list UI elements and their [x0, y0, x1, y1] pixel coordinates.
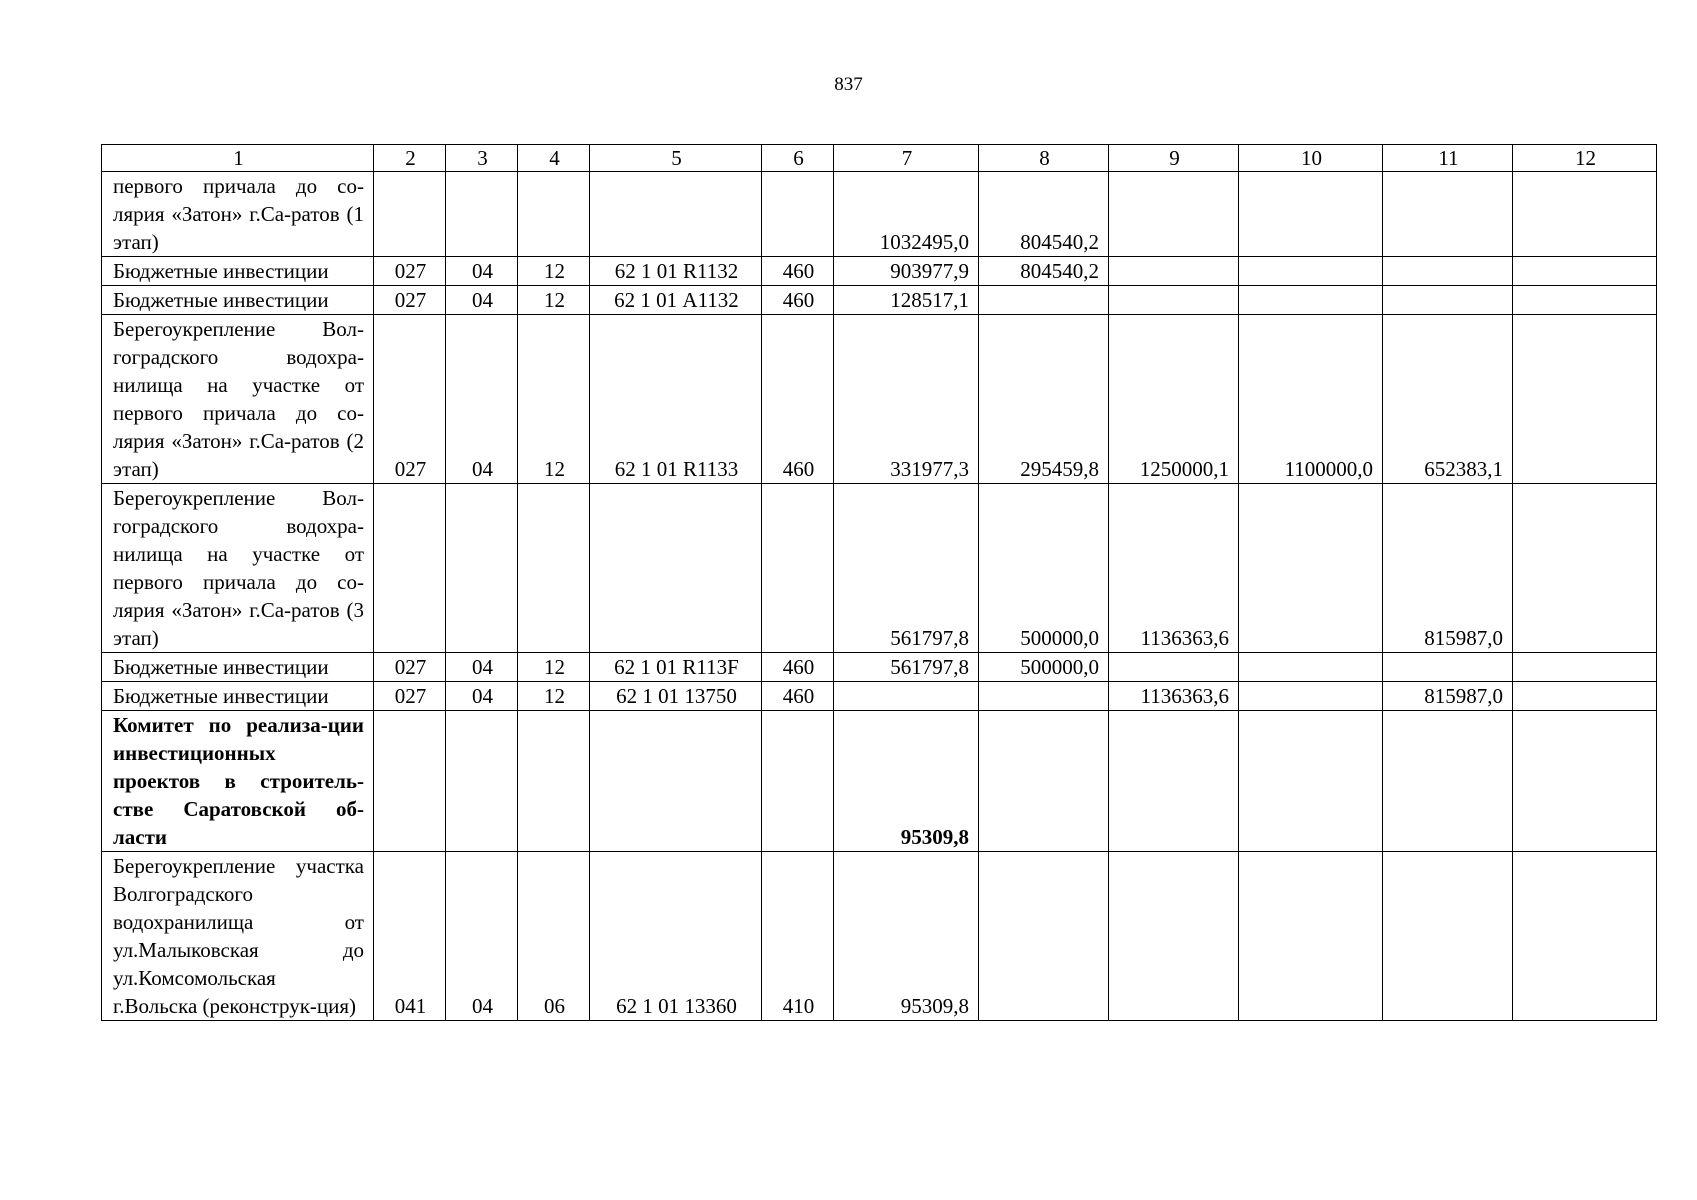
cell-col-12 — [1513, 653, 1657, 682]
cell-col-2: 027 — [374, 653, 446, 682]
cell-col-4 — [518, 711, 590, 852]
cell-col-10 — [1239, 172, 1383, 257]
cell-col-4: 12 — [518, 653, 590, 682]
cell-col-9 — [1109, 257, 1239, 286]
cell-col-5: 62 1 01 R1132 — [590, 257, 762, 286]
cell-col-5 — [590, 484, 762, 653]
column-header: 5 — [590, 145, 762, 172]
cell-col-3 — [446, 172, 518, 257]
cell-col-8 — [979, 286, 1109, 315]
cell-col-3: 04 — [446, 852, 518, 1021]
cell-col-9 — [1109, 653, 1239, 682]
cell-col-10: 1100000,0 — [1239, 315, 1383, 484]
cell-col-3: 04 — [446, 315, 518, 484]
cell-col-6: 460 — [762, 257, 834, 286]
cell-col-5: 62 1 01 А1132 — [590, 286, 762, 315]
cell-col-6: 410 — [762, 852, 834, 1021]
cell-col-11 — [1383, 286, 1513, 315]
cell-col-4 — [518, 172, 590, 257]
cell-col-5: 62 1 01 13750 — [590, 682, 762, 711]
cell-col-9 — [1109, 852, 1239, 1021]
cell-col-11 — [1383, 711, 1513, 852]
cell-col-4: 06 — [518, 852, 590, 1021]
table-row — [102, 172, 1657, 257]
table-row — [102, 257, 1657, 286]
column-header: 6 — [762, 145, 834, 172]
cell-col-9 — [1109, 286, 1239, 315]
cell-col-8 — [979, 852, 1109, 1021]
cell-col-12 — [1513, 315, 1657, 484]
cell-col-7: 95309,8 — [834, 711, 979, 852]
cell-col-11 — [1383, 257, 1513, 286]
cell-col-2: 041 — [374, 852, 446, 1021]
column-header: 3 — [446, 145, 518, 172]
page-number: 837 — [834, 74, 863, 95]
cell-col-10 — [1239, 852, 1383, 1021]
cell-col-5 — [590, 711, 762, 852]
row-name-cell: Бюджетные инвестиции — [102, 286, 374, 315]
cell-col-7: 331977,3 — [834, 315, 979, 484]
row-name-cell: первого причала до со-лярия «Затон» г.Са-ратов (1 этап) — [102, 172, 374, 257]
cell-col-10 — [1239, 286, 1383, 315]
cell-col-8: 804540,2 — [979, 172, 1109, 257]
table-row — [102, 682, 1657, 711]
cell-col-7: 903977,9 — [834, 257, 979, 286]
cell-col-5 — [590, 172, 762, 257]
cell-col-12 — [1513, 172, 1657, 257]
cell-col-4 — [518, 484, 590, 653]
table-row — [102, 286, 1657, 315]
cell-col-4: 12 — [518, 682, 590, 711]
cell-col-6 — [762, 172, 834, 257]
table-row — [102, 315, 1657, 484]
cell-col-12 — [1513, 484, 1657, 653]
cell-col-6: 460 — [762, 315, 834, 484]
column-header: 8 — [979, 145, 1109, 172]
column-header: 2 — [374, 145, 446, 172]
cell-col-6 — [762, 484, 834, 653]
cell-col-9: 1136363,6 — [1109, 682, 1239, 711]
cell-col-11: 815987,0 — [1383, 484, 1513, 653]
row-name-cell: Берегоукрепление Вол-гоградского водохра-нилища на участке от первого причала до со-лярия «Затон» г.Са-ратов (3 этап) — [102, 484, 374, 653]
cell-col-2: 027 — [374, 286, 446, 315]
cell-col-2 — [374, 172, 446, 257]
cell-col-9: 1136363,6 — [1109, 484, 1239, 653]
cell-col-10 — [1239, 257, 1383, 286]
cell-col-5: 62 1 01 R113F — [590, 653, 762, 682]
cell-col-3: 04 — [446, 257, 518, 286]
column-header: 11 — [1383, 145, 1513, 172]
table-header-row — [102, 145, 1657, 172]
table-row — [102, 852, 1657, 1021]
cell-col-10 — [1239, 653, 1383, 682]
cell-col-3: 04 — [446, 286, 518, 315]
budget-table — [101, 144, 1657, 1021]
column-header: 12 — [1513, 145, 1657, 172]
column-header: 9 — [1109, 145, 1239, 172]
cell-col-9: 1250000,1 — [1109, 315, 1239, 484]
cell-col-7: 561797,8 — [834, 653, 979, 682]
cell-col-6: 460 — [762, 682, 834, 711]
cell-col-12 — [1513, 257, 1657, 286]
row-name-cell: Бюджетные инвестиции — [102, 653, 374, 682]
cell-col-4: 12 — [518, 315, 590, 484]
cell-col-7: 1032495,0 — [834, 172, 979, 257]
cell-col-6: 460 — [762, 286, 834, 315]
cell-col-2: 027 — [374, 315, 446, 484]
cell-col-12 — [1513, 286, 1657, 315]
cell-col-7: 128517,1 — [834, 286, 979, 315]
column-header: 4 — [518, 145, 590, 172]
cell-col-6: 460 — [762, 653, 834, 682]
row-name-cell: Берегоукрепление участка Волгоградского водохранилища от ул.Малыковская до ул.Комсомольская г.Вольска (реконструк-ция) — [102, 852, 374, 1021]
cell-col-11: 815987,0 — [1383, 682, 1513, 711]
cell-col-11: 652383,1 — [1383, 315, 1513, 484]
cell-col-7: 95309,8 — [834, 852, 979, 1021]
cell-col-3 — [446, 711, 518, 852]
cell-col-2: 027 — [374, 257, 446, 286]
cell-col-7: 561797,8 — [834, 484, 979, 653]
column-header: 1 — [102, 145, 374, 172]
column-header: 7 — [834, 145, 979, 172]
cell-col-5: 62 1 01 13360 — [590, 852, 762, 1021]
cell-col-8: 500000,0 — [979, 653, 1109, 682]
cell-col-7 — [834, 682, 979, 711]
row-name-cell: Комитет по реализа-ции инвестиционных проектов в строитель-стве Саратовской об-ласти — [102, 711, 374, 852]
cell-col-11 — [1383, 852, 1513, 1021]
cell-col-8 — [979, 682, 1109, 711]
cell-col-10 — [1239, 711, 1383, 852]
cell-col-5: 62 1 01 R1133 — [590, 315, 762, 484]
cell-col-8 — [979, 711, 1109, 852]
cell-col-10 — [1239, 484, 1383, 653]
table-row — [102, 484, 1657, 653]
table-row-department — [102, 711, 1657, 852]
cell-col-12 — [1513, 682, 1657, 711]
cell-col-3: 04 — [446, 682, 518, 711]
cell-col-10 — [1239, 682, 1383, 711]
cell-col-2 — [374, 711, 446, 852]
cell-col-11 — [1383, 172, 1513, 257]
cell-col-8: 295459,8 — [979, 315, 1109, 484]
cell-col-11 — [1383, 653, 1513, 682]
cell-col-9 — [1109, 172, 1239, 257]
cell-col-4: 12 — [518, 286, 590, 315]
cell-col-2 — [374, 484, 446, 653]
row-name-cell: Бюджетные инвестиции — [102, 682, 374, 711]
row-name-cell: Бюджетные инвестиции — [102, 257, 374, 286]
cell-col-3: 04 — [446, 653, 518, 682]
table-row — [102, 653, 1657, 682]
cell-col-12 — [1513, 711, 1657, 852]
cell-col-4: 12 — [518, 257, 590, 286]
column-header: 10 — [1239, 145, 1383, 172]
cell-col-12 — [1513, 852, 1657, 1021]
cell-col-6 — [762, 711, 834, 852]
row-name-cell: Берегоукрепление Вол-гоградского водохра-нилища на участке от первого причала до со-лярия «Затон» г.Са-ратов (2 этап) — [102, 315, 374, 484]
cell-col-8: 500000,0 — [979, 484, 1109, 653]
cell-col-2: 027 — [374, 682, 446, 711]
cell-col-3 — [446, 484, 518, 653]
cell-col-8: 804540,2 — [979, 257, 1109, 286]
cell-col-9 — [1109, 711, 1239, 852]
